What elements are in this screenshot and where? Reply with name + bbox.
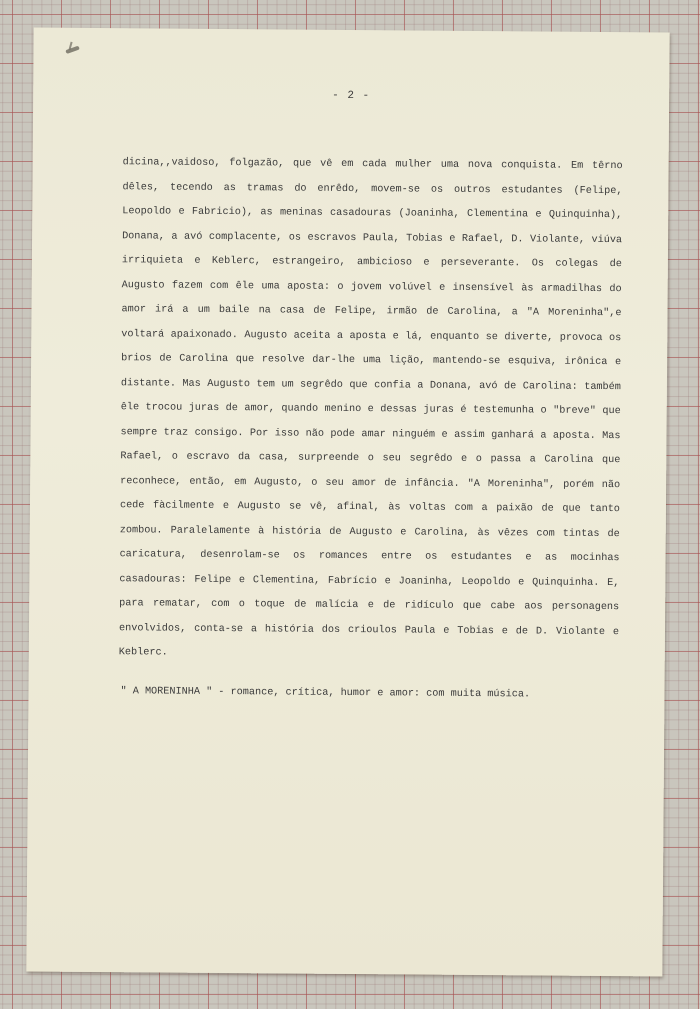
page-number: - 2 -	[332, 89, 371, 103]
document-sheet	[26, 28, 669, 977]
body-paragraph	[119, 151, 623, 669]
body-paragraph-text: dicina,,vaidoso, folgazão, que vê em cada mulher uma nova conquista. Em têrno dêles, tecendo as tramas do enrêdo, movem-se os outros estudantes (Felipe, Leopoldo e Fabricio), as meninas casadouras (Joaninha, Clementina e Quinquinha), Donana, a avó complacente, os escravos Paula, Tobias e Rafael, D. Violante, viúva irriquieta e Keblerc, estrangeiro, ambicioso e perseverante. Os colegas de Augusto fazem com êle uma aposta: o jovem volúvel e insensível às armadilhas do amor irá a um baile na casa de Felipe, irmão de Carolina, a "A Moreninha",e voltará apaixonado. Augusto aceita a aposta e lá, enquanto se diverte, provoca os brios de Carolina que resolve dar-lhe uma lição, mantendo-se esquiva, irônica e distante. Mas Augusto tem um segrêdo que confia a Donana, avó de Carolina: também êle trocou juras de amor, quando menino e dessas juras é testemunha o "breve" que sempre traz consigo. Por isso não pode amar ninguém e assim ganhará a aposta. Mas Rafael, o escravo da casa, surpreende o seu segrêdo e o passa a Carolina que reconhece, então, em Augusto, o seu amor de infância. "A Moreninha", porém não cede fàcilmente e Augusto se vê, afinal, às voltas com a paixão de que tanto zombou. Paralelamente à história de Augusto e Carolina, às vêzes com tintas de caricatura, desenrolam-se os romances entre os estudantes e as mocinhas casadouras: Felipe e Clementina, Fabrício e Joaninha, Leopoldo e Quinquinha. E, para rematar, com o toque de malícia e de ridículo que cabe aos personagens envolvidos, conta-se a história dos crioulos Paula e Tobias e de D. Violante e Keblerc.	[118, 157, 623, 659]
closing-line: " A MORENINHA " - romance, crítica, humor e amor: com muita música.	[120, 686, 531, 701]
ink-mark	[65, 46, 80, 54]
